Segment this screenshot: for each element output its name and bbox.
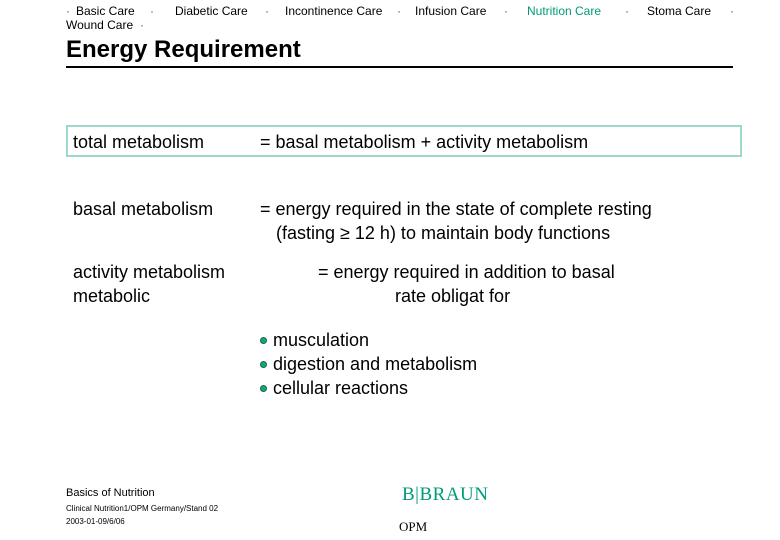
total-metabolism-term: total metabolism	[73, 132, 205, 152]
nav-infusion-care[interactable]: Infusion Care	[415, 4, 487, 18]
bullet-dot-icon	[260, 337, 267, 344]
page-title: Energy Requirement	[66, 36, 301, 63]
activity-definition-line1: = energy required in addition to basal	[318, 262, 615, 282]
nav-wound-care[interactable]: Wound Care	[66, 18, 134, 32]
basal-definition-line2: (fasting ≥ 12 h) to maintain body functions	[276, 223, 611, 243]
list-item	[260, 328, 477, 352]
nav-diabetic-care[interactable]: Diabetic Care	[175, 4, 248, 18]
list-item	[260, 352, 477, 376]
braun-logo: B|BRAUN	[402, 484, 489, 505]
nav-separator: ·	[730, 4, 734, 18]
list-item-label: cellular reactions	[273, 378, 409, 398]
top-navigation	[0, 4, 780, 34]
nav-separator: ·	[66, 4, 70, 18]
list-item-label: digestion and metabolism	[273, 354, 478, 374]
nav-separator: ·	[504, 4, 508, 18]
list-item-label: musculation	[273, 330, 370, 350]
basal-metabolism-term: basal metabolism	[73, 199, 214, 219]
title-underline	[66, 66, 733, 68]
footer-title: Basics of Nutrition	[66, 487, 155, 499]
footer-subtitle: Clinical Nutrition1/OPM Germany/Stand 02	[66, 504, 219, 513]
nav-separator: ·	[140, 18, 144, 32]
activity-metabolism-term: activity metabolism	[73, 262, 226, 282]
nav-separator: ·	[625, 4, 629, 18]
nav-nutrition-care[interactable]: Nutrition Care	[527, 4, 602, 18]
footer-opm: OPM	[399, 519, 428, 534]
total-metabolism-definition: = basal metabolism + activity metabolism	[260, 132, 589, 152]
bullet-list	[260, 328, 477, 400]
footer-date: 2003-01-09/6/06	[66, 517, 125, 526]
nav-separator: ·	[265, 4, 269, 18]
bullet-dot-icon	[260, 385, 267, 392]
list-item	[260, 376, 477, 400]
activity-metabolism-term-cont: metabolic	[73, 286, 151, 306]
basal-definition-line1: = energy required in the state of complete resting	[260, 199, 652, 219]
nav-stoma-care[interactable]: Stoma Care	[647, 4, 712, 18]
nav-separator: ·	[150, 4, 154, 18]
nav-basic-care[interactable]: Basic Care	[76, 4, 135, 18]
activity-definition-line2: rate obligat for	[395, 286, 511, 306]
bullet-dot-icon	[260, 361, 267, 368]
nav-incontinence-care[interactable]: Incontinence Care	[285, 4, 383, 18]
nav-separator: ·	[397, 4, 401, 18]
